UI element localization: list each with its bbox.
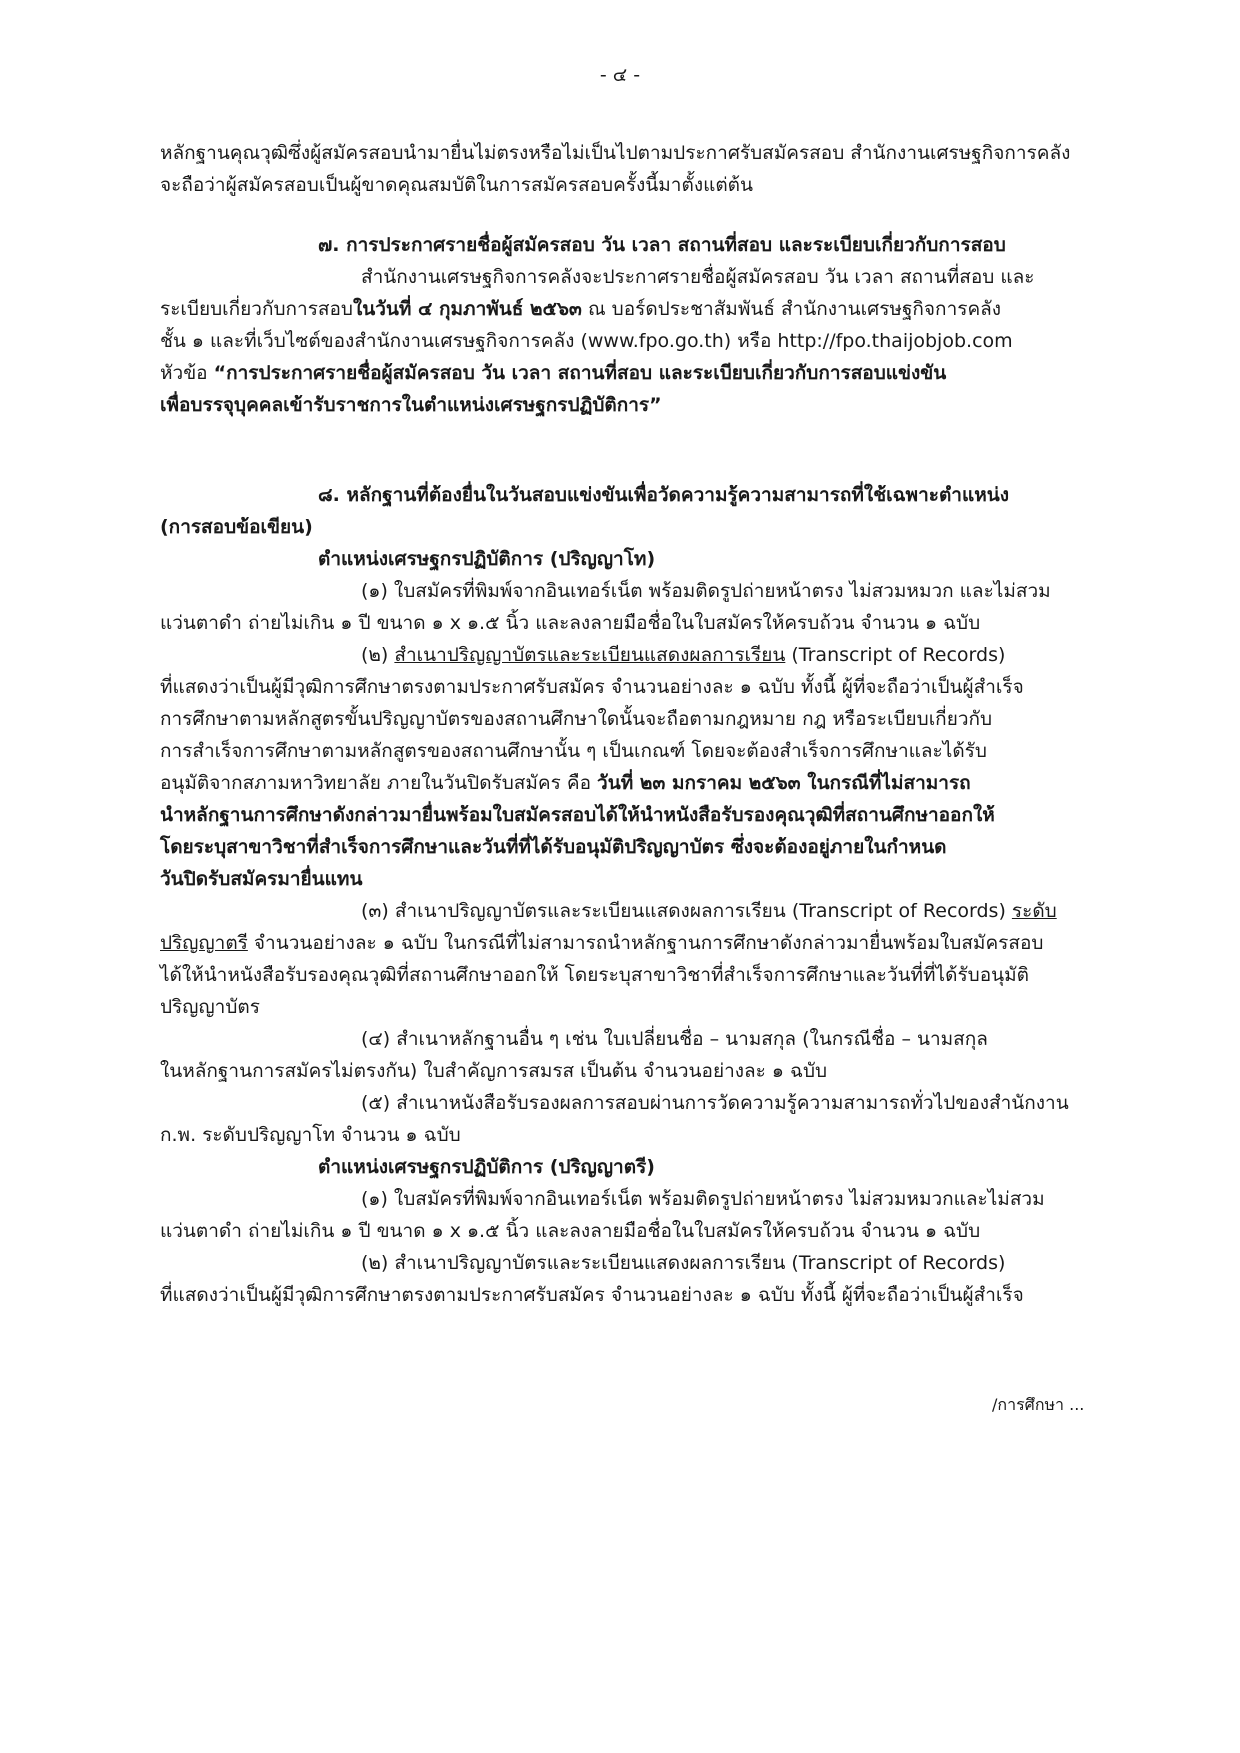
masters-item-5-line-2: ก.พ. ระดับปริญญาโท จำนวน ๑ ฉบับ: [160, 1124, 461, 1146]
masters-item-2-line-2: ที่แสดงว่าเป็นผู้มีวุฒิการศึกษาตรงตามประกาศรับสมัคร จำนวนอย่างละ ๑ ฉบับ ทั้งนี้ ผู้ที่จะถือว่าเป็นผู้สำเร็จ: [160, 676, 1024, 698]
section-7-line-4: หัวข้อ “การประกาศรายชื่อผู้สมัครสอบ วัน เวลา สถานที่สอบ และระเบียบเกี่ยวกับการสอบแข่งขัน: [160, 362, 947, 384]
masters-item-3-line-3: ได้ให้นำหนังสือรับรองคุณวุฒิที่สถานศึกษาออกให้ โดยระบุสาขาวิชาที่สำเร็จการศึกษาและวันที่ที่ได้รับอนุมัติ: [160, 964, 1029, 986]
section-7-line-1: สำนักงานเศรษฐกิจการคลังจะประกาศรายชื่อผู้สมัครสอบ วัน เวลา สถานที่สอบ และ: [361, 266, 1035, 288]
section-8-heading-cont: (การสอบข้อเขียน): [160, 516, 313, 538]
masters-item-2-line-3: การศึกษาตามหลักสูตรขั้นปริญญาบัตรของสถานศึกษาใดนั้นจะถือตามกฎหมาย กฎ หรือระเบียบเกี่ยวกับ: [160, 708, 993, 730]
section-7-line-5: เพื่อบรรจุบุคคลเข้ารับราชการในตำแหน่งเศรษฐกรปฏิบัติการ”: [160, 394, 662, 416]
masters-item-2-line-5: อนุมัติจากสภามหาวิทยาลัย ภายในวันปิดรับสมัคร คือ วันที่ ๒๓ มกราคม ๒๕๖๓ ในกรณีที่ไม่สามารถ: [160, 772, 971, 794]
page-number: - ๔ -: [599, 64, 641, 86]
section-7-line-3: ชั้น ๑ และที่เว็บไซต์ของสำนักงานเศรษฐกิจการคลัง (www.fpo.go.th) หรือ http://fpo.thaijobjob.com: [160, 330, 1013, 352]
masters-item-2-line-7: โดยระบุสาขาวิชาที่สำเร็จการศึกษาและวันที่ที่ได้รับอนุมัติปริญญาบัตร ซึ่งจะต้องอยู่ภายในกำหนด: [160, 836, 947, 858]
masters-item-3-line-4: ปริญญาบัตร: [160, 996, 260, 1018]
masters-item-5-line-1: (๕) สำเนาหนังสือรับรองผลการสอบผ่านการวัดความรู้ความสามารถทั่วไปของสำนักงาน: [361, 1092, 1069, 1114]
masters-item-1-line-1: (๑) ใบสมัครที่พิมพ์จากอินเทอร์เน็ต พร้อมติดรูปถ่ายหน้าตรง ไม่สวมหมวก และไม่สวม: [361, 580, 1051, 602]
bachelors-position-title: ตำแหน่งเศรษฐกรปฏิบัติการ (ปริญญาตรี): [318, 1156, 655, 1178]
continuation-note: /การศึกษา ...: [992, 1395, 1085, 1414]
bachelors-item-2-line-2: ที่แสดงว่าเป็นผู้มีวุฒิการศึกษาตรงตามประกาศรับสมัคร จำนวนอย่างละ ๑ ฉบับ ทั้งนี้ ผู้ที่จะถือว่าเป็นผู้สำเร็จ: [160, 1284, 1024, 1306]
masters-item-2-line-4: การสำเร็จการศึกษาตามหลักสูตรของสถานศึกษานั้น ๆ เป็นเกณฑ์ โดยจะต้องสำเร็จการศึกษาและได้รับ: [160, 740, 987, 762]
masters-item-3-line-2: ปริญญาตรี จำนวนอย่างละ ๑ ฉบับ ในกรณีที่ไม่สามารถนำหลักฐานการศึกษาดังกล่าวมายื่นพร้อมใบสมัครสอบ: [160, 932, 1044, 954]
bachelors-item-1-line-2: แว่นตาดำ ถ่ายไม่เกิน ๑ ปี ขนาด ๑ x ๑.๕ นิ้ว และลงลายมือชื่อในใบสมัครให้ครบถ้วน จำนวน ๑ ฉบับ: [160, 1220, 981, 1242]
masters-item-2-line-6: นำหลักฐานการศึกษาดังกล่าวมายื่นพร้อมใบสมัครสอบได้ให้นำหนังสือรับรองคุณวุฒิที่สถานศึกษาออกให้: [160, 804, 995, 826]
intro-line-2: จะถือว่าผู้สมัครสอบเป็นผู้ขาดคุณสมบัติในการสมัครสอบครั้งนี้มาตั้งแต่ต้น: [160, 174, 754, 196]
masters-item-2-line-1: (๒) สำเนาปริญญาบัตรและระเบียนแสดงผลการเรียน (Transcript of Records): [361, 644, 1006, 666]
section-7-line-2: ระเบียบเกี่ยวกับการสอบในวันที่ ๔ กุมภาพันธ์ ๒๕๖๓ ณ บอร์ดประชาสัมพันธ์ สำนักงานเศรษฐกิจการคลัง: [160, 298, 1002, 320]
masters-item-4-line-1: (๔) สำเนาหลักฐานอื่น ๆ เช่น ใบเปลี่ยนชื่อ – นามสกุล (ในกรณีชื่อ – นามสกุล: [361, 1028, 988, 1050]
intro-line-1: หลักฐานคุณวุฒิซึ่งผู้สมัครสอบนำมายื่นไม่ตรงหรือไม่เป็นไปตามประกาศรับสมัครสอบ สำนักงานเศรษฐกิจการคลัง: [160, 142, 1071, 164]
masters-position-title: ตำแหน่งเศรษฐกรปฏิบัติการ (ปริญญาโท): [318, 548, 656, 570]
masters-item-4-line-2: ในหลักฐานการสมัครไม่ตรงกัน) ใบสำคัญการสมรส เป็นต้น จำนวนอย่างละ ๑ ฉบับ: [160, 1060, 828, 1082]
masters-item-3-line-1: (๓) สำเนาปริญญาบัตรและระเบียนแสดงผลการเรียน (Transcript of Records) ระดับ: [361, 900, 1057, 922]
masters-item-1-line-2: แว่นตาดำ ถ่ายไม่เกิน ๑ ปี ขนาด ๑ x ๑.๕ นิ้ว และลงลายมือชื่อในใบสมัครให้ครบถ้วน จำนวน ๑ ฉบับ: [160, 612, 981, 634]
bachelors-item-2-line-1: (๒) สำเนาปริญญาบัตรและระเบียนแสดงผลการเรียน (Transcript of Records): [361, 1252, 1006, 1274]
bachelors-item-1-line-1: (๑) ใบสมัครที่พิมพ์จากอินเทอร์เน็ต พร้อมติดรูปถ่ายหน้าตรง ไม่สวมหมวกและไม่สวม: [361, 1188, 1045, 1210]
masters-item-2-line-8: วันปิดรับสมัครมายื่นแทน: [160, 868, 363, 890]
section-8-heading: ๘. หลักฐานที่ต้องยื่นในวันสอบแข่งขันเพื่อวัดความรู้ความสามารถที่ใช้เฉพาะตำแหน่ง: [318, 484, 1009, 506]
section-7-heading: ๗. การประกาศรายชื่อผู้สมัครสอบ วัน เวลา สถานที่สอบ และระเบียบเกี่ยวกับการสอบ: [318, 234, 1006, 256]
